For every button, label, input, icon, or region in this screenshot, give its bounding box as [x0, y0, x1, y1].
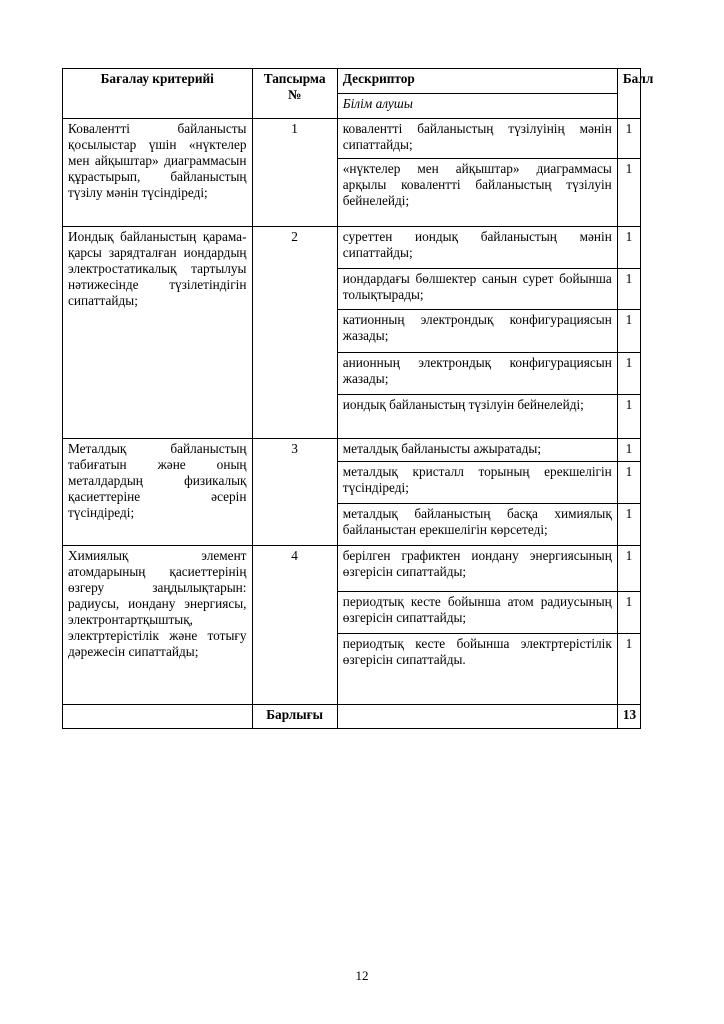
criteria-cell: Коваленттi байланысты қосылыстар үшін «нүктелер мен айқыштар» диаграммасын құрастырып, байланыстың түзілу мәнін түсіндіреді; [63, 119, 253, 227]
score-cell: 1 [617, 269, 640, 310]
score-cell: 1 [617, 395, 640, 439]
score-cell: 1 [617, 504, 640, 546]
descriptor-cell: металдық байланыстың басқа химиялық байланыстан ерекшелігін көрсетеді; [337, 504, 617, 546]
header-criteria: Бағалау критерийі [63, 69, 253, 119]
descriptor-cell: берілген графиктен иондану энергиясының өзгерісін сипаттайды; [337, 546, 617, 592]
criteria-cell: Химиялық элемент атомдарының қасиеттерінің өзгеру заңдылықтарын: радиусы, иондану энергиясы, электронтартқыштық, электртерістілік және тотығу дәрежесін сипаттайды; [63, 546, 253, 705]
score-cell: 1 [617, 227, 640, 269]
header-descriptor: Дескриптор [337, 69, 617, 94]
table-row [63, 439, 641, 462]
task-number: 4 [252, 546, 337, 705]
score-cell: 1 [617, 462, 640, 504]
table-row [63, 227, 641, 269]
descriptor-cell: периодтық кесте бойынша атом радиусының өзгерісін сипаттайды; [337, 592, 617, 634]
descriptor-cell: иондық байланыстың түзілуін бейнелейді; [337, 395, 617, 439]
table-row [63, 119, 641, 159]
score-cell: 1 [617, 439, 640, 462]
page-number: 12 [355, 968, 369, 983]
header-task: Тапсырма № [252, 69, 337, 119]
header-row [63, 69, 641, 94]
descriptor-cell: «нүктелер мен айқыштар» диаграммасы арқылы ковалентті байланыстың түзілуін бейнелейді; [337, 159, 617, 227]
header-descriptor-sub: Білім алушы [337, 94, 617, 119]
score-cell: 1 [617, 310, 640, 353]
header-score: Балл [617, 69, 640, 119]
total-label: Барлығы [252, 705, 337, 729]
total-empty-cell [63, 705, 253, 729]
table-row [63, 546, 641, 592]
total-value: 13 [617, 705, 640, 729]
task-number: 2 [252, 227, 337, 439]
score-cell: 1 [617, 119, 640, 159]
descriptor-cell: ковалентті байланыстың түзілуінің мәнін сипаттайды; [337, 119, 617, 159]
score-cell: 1 [617, 592, 640, 634]
criteria-cell: Металдық байланыстың табиғатын және оның металдардың физикалық қасиеттеріне әсерін түсіндіреді; [63, 439, 253, 546]
descriptor-cell: суреттен иондық байланыстың мәнін сипаттайды; [337, 227, 617, 269]
score-cell: 1 [617, 159, 640, 227]
task-number: 3 [252, 439, 337, 546]
descriptor-cell: катионның электрондық конфигурациясын жазады; [337, 310, 617, 353]
total-empty-cell [337, 705, 617, 729]
score-cell: 1 [617, 353, 640, 395]
score-cell: 1 [617, 634, 640, 705]
criteria-cell: Иондық байланыстың қарама-қарсы зарядталған иондардың электростатикалық тартылуы нәтижесінде түзілетіндігін сипаттайды; [63, 227, 253, 439]
task-number: 1 [252, 119, 337, 227]
descriptor-cell: иондардағы бөлшектер санын сурет бойынша толықтырады; [337, 269, 617, 310]
descriptor-cell: металдық кристалл торының ерекшелігін түсіндіреді; [337, 462, 617, 504]
assessment-table [62, 68, 654, 729]
score-cell: 1 [617, 546, 640, 592]
total-row [63, 705, 641, 729]
descriptor-cell: металдық байланысты ажыратады; [337, 439, 617, 462]
descriptor-cell: анионның электрондық конфигурациясын жазады; [337, 353, 617, 395]
descriptor-cell: периодтық кесте бойынша электртерістілік өзгерісін сипаттайды. [337, 634, 617, 705]
